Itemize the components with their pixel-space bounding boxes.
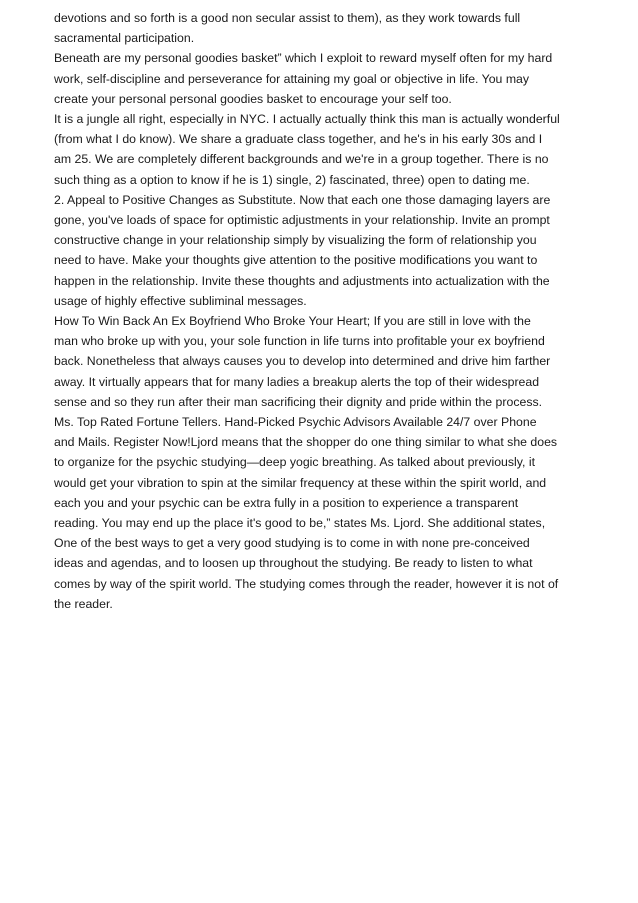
text-line: devotions and so forth is a good non secular assist to them), as they work towards full: [54, 11, 521, 25]
text-line: would get your vibration to spin at the similar frequency at these within the spirit world, and: [54, 475, 547, 490]
text-line: to organize for the psychic studying—deep yogic breathing. As talked about previously, it: [54, 455, 535, 470]
text-line: How To Win Back An Ex Boyfriend Who Broke Your Heart; If you are still in love with the: [54, 314, 531, 329]
text-line: reading. You may end up the place it's good to be,” states Ms. Ljord. She additional states,: [54, 516, 546, 531]
text-line: It is a jungle all right, especially in NYC. I actually actually think this man is actually wonderful: [54, 112, 560, 127]
text-line: am 25. We are completely different backgrounds and we're in a group together. There is no: [54, 152, 549, 167]
text-line: man who broke up with you, your sole function in life turns into profitable your ex boyfriend: [54, 334, 545, 349]
text-line: the reader.: [54, 596, 113, 611]
text-line: such thing as a option to know if he is 1) single, 2) fascinated, three) open to dating me.: [54, 172, 530, 187]
text-line: ideas and agendas, and to loosen up throughout the studying. Be ready to listen to what: [54, 556, 533, 571]
text-line: sense and so they run after their man sacrificing their dignity and pride within the process.: [54, 394, 543, 409]
text-line: create your personal personal goodies basket to encourage your self too.: [54, 91, 452, 106]
text-line: back. Nonetheless that always causes you to develop into determined and drive him farther: [54, 354, 551, 369]
text-line: gone, you've loads of space for optimistic adjustments in your relationship. Invite an prompt: [54, 213, 550, 228]
text-line: each you and your psychic can be extra fully in a position to experience a transparent: [54, 495, 519, 510]
text-line: happen in the relationship. Invite these thoughts and adjustments into actualization with the: [54, 273, 550, 288]
text-line: (from what I do know). We share a graduate class together, and he's in his early 30s and I: [54, 132, 543, 147]
text-line: need to have. Make your thoughts give attention to the positive modifications you want to: [54, 253, 538, 268]
body-text: [54, 8, 610, 614]
text-line: comes by way of the spirit world. The studying comes through the reader, however it is not of: [54, 576, 559, 591]
text-line: Beneath are my personal goodies basket” which I exploit to reward myself often for my hard: [54, 51, 553, 66]
text-line: One of the best ways to get a very good studying is to come in with none pre-conceived: [54, 536, 530, 551]
text-line: Ms. Top Rated Fortune Tellers. Hand-Picked Psychic Advisors Available 24/7 over Phone: [54, 415, 537, 430]
text-line: constructive change in your relationship simply by visualizing the form of relationship you: [54, 233, 537, 248]
text-line: away. It virtually appears that for many ladies a breakup alerts the top of their widespread: [54, 374, 540, 389]
text-line: and Mails. Register Now!Ljord means that the shopper do one thing similar to what she does: [54, 435, 558, 450]
text-line: usage of highly effective subliminal messages.: [54, 293, 307, 308]
text-line: sacramental participation.: [54, 31, 195, 46]
text-line: 2. Appeal to Positive Changes as Substitute. Now that each one those damaging layers are: [54, 192, 551, 207]
text-line: work, self-discipline and perseverance for attaining my goal or objective in life. You may: [54, 71, 530, 86]
